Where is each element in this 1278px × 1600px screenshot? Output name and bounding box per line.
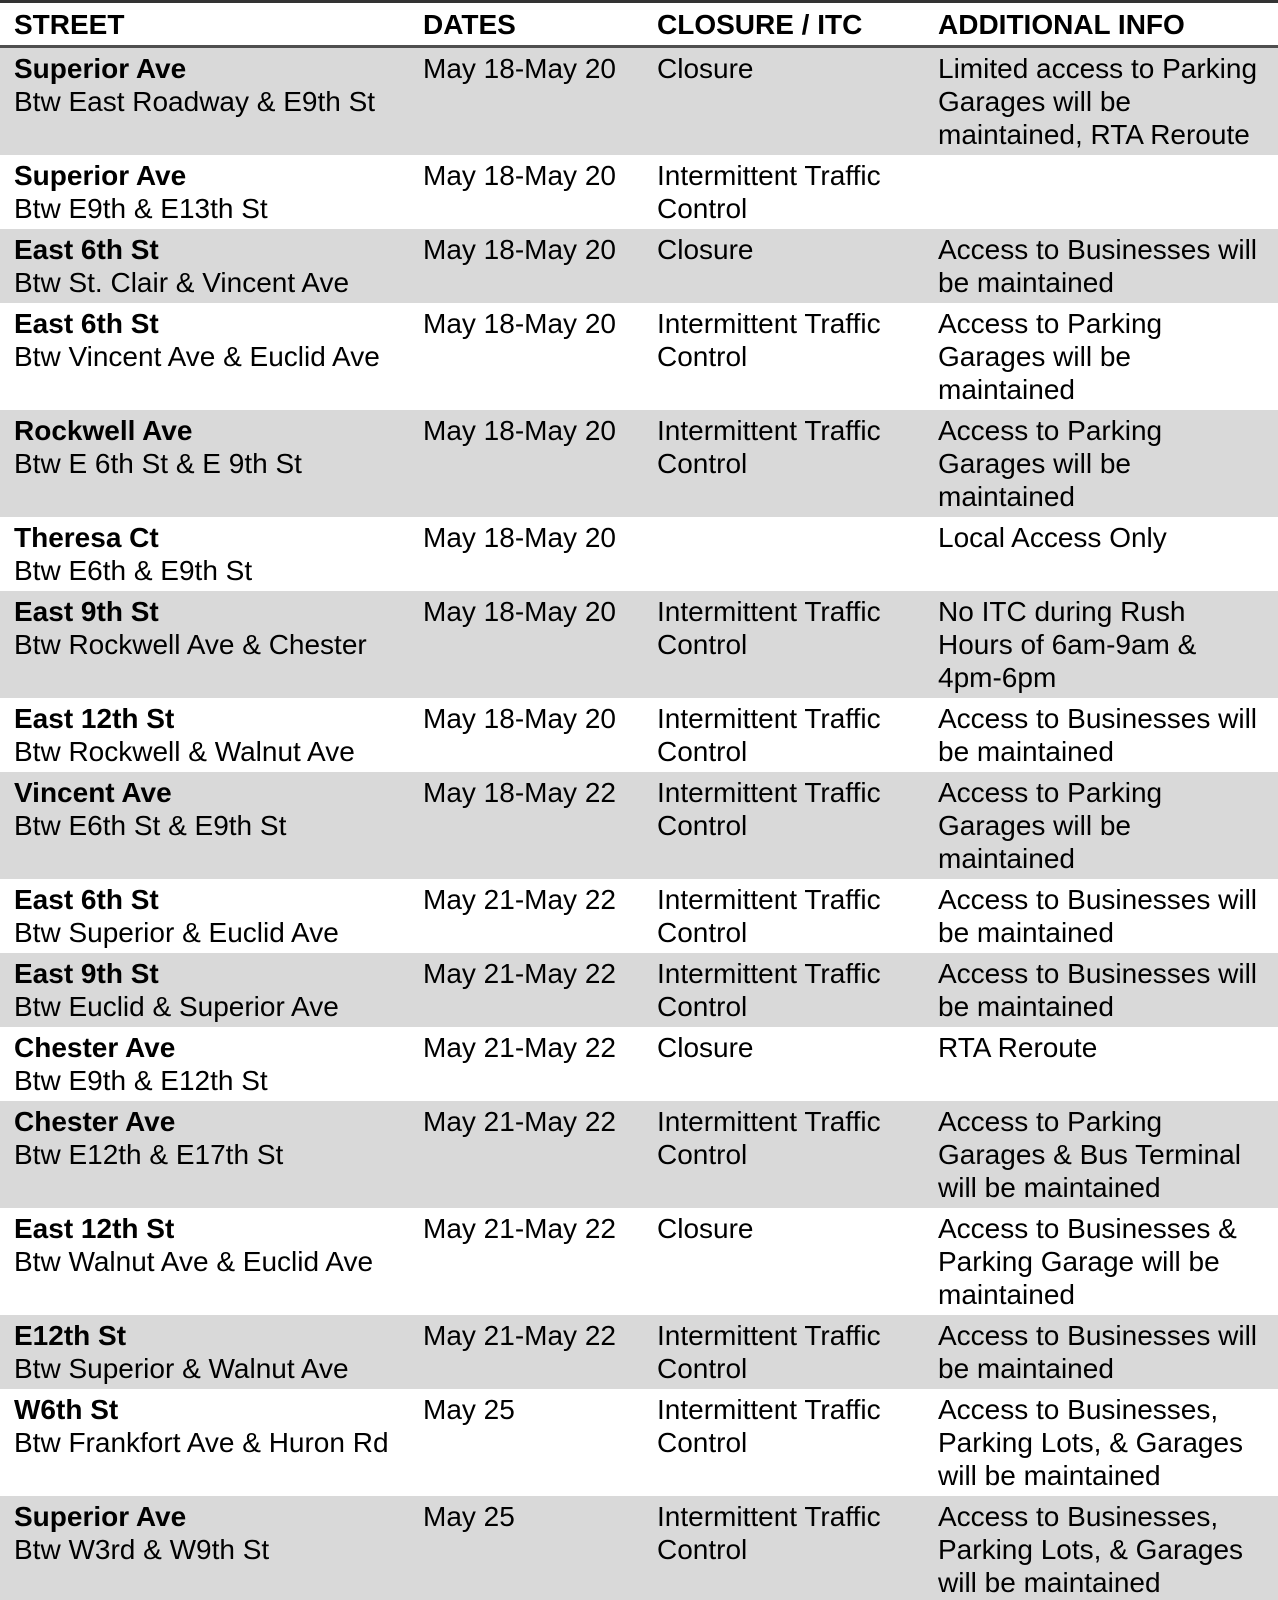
- dates-cell: May 21-May 22: [423, 1106, 616, 1137]
- table-header-row: [0, 2, 1278, 47]
- dates-cell: May 21-May 22: [423, 958, 616, 989]
- street-cell: [0, 591, 415, 698]
- dates-cell: May 18-May 22: [423, 777, 616, 808]
- street-cell: [0, 1496, 415, 1600]
- info-cell: Access to Businesses will be maintained: [938, 234, 1258, 298]
- street-cell: [0, 1027, 415, 1101]
- info-cell: Access to Parking Garages will be maintained: [938, 308, 1163, 405]
- dates-cell: May 18-May 20: [423, 53, 616, 84]
- column-header-dates: DATES: [415, 2, 649, 47]
- street-name: East 9th St: [14, 596, 159, 627]
- street-name: East 6th St: [14, 308, 159, 339]
- table-body: [0, 47, 1278, 1600]
- table-row: [0, 1496, 1278, 1600]
- street-between: Btw E12th & E17th St: [14, 1139, 284, 1170]
- table-row: [0, 303, 1278, 410]
- dates-cell: May 18-May 20: [423, 160, 616, 191]
- street-between: Btw Superior & Euclid Ave: [14, 917, 339, 948]
- street-name: East 6th St: [14, 234, 159, 265]
- info-cell: Limited access to Parking Garages will be maintained, RTA Reroute: [938, 53, 1258, 150]
- info-cell: Access to Businesses will be maintained: [938, 1320, 1258, 1384]
- dates-cell: May 18-May 20: [423, 415, 616, 446]
- info-cell: Access to Businesses, Parking Lots, & Garages will be maintained: [938, 1394, 1244, 1491]
- street-name: Superior Ave: [14, 160, 187, 191]
- table-row: [0, 591, 1278, 698]
- dates-cell: May 25: [423, 1501, 515, 1532]
- street-between: Btw Rockwell & Walnut Ave: [14, 736, 355, 767]
- info-cell: Access to Businesses will be maintained: [938, 958, 1258, 1022]
- street-name: E12th St: [14, 1320, 127, 1351]
- table-row: [0, 1208, 1278, 1315]
- street-name: W6th St: [14, 1394, 119, 1425]
- closure-cell: [649, 517, 930, 591]
- street-between: Btw E9th & E13th St: [14, 193, 268, 224]
- closure-cell: Intermittent Traffic Control: [657, 596, 881, 660]
- dates-cell: May 18-May 20: [423, 234, 616, 265]
- street-cell: [0, 155, 415, 229]
- street-between: Btw E6th St & E9th St: [14, 810, 287, 841]
- info-cell: No ITC during Rush Hours of 6am-9am & 4pm-6pm: [938, 596, 1197, 693]
- street-between: Btw St. Clair & Vincent Ave: [14, 267, 350, 298]
- closure-cell: Intermittent Traffic Control: [657, 308, 881, 372]
- street-between: Btw Superior & Walnut Ave: [14, 1353, 349, 1384]
- street-cell: [0, 303, 415, 410]
- street-cell: [0, 229, 415, 303]
- table-row: [0, 1027, 1278, 1101]
- street-cell: [0, 1208, 415, 1315]
- dates-cell: May 18-May 20: [423, 596, 616, 627]
- street-between: Btw E9th & E12th St: [14, 1065, 268, 1096]
- table-row: [0, 155, 1278, 229]
- street-between: Btw Vincent Ave & Euclid Ave: [14, 341, 380, 372]
- dates-cell: May 18-May 20: [423, 308, 616, 339]
- closure-cell: Intermittent Traffic Control: [657, 1501, 881, 1565]
- dates-cell: May 21-May 22: [423, 884, 616, 915]
- dates-cell: May 18-May 20: [423, 703, 616, 734]
- info-cell: Access to Businesses will be maintained: [938, 884, 1258, 948]
- dates-cell: May 21-May 22: [423, 1320, 616, 1351]
- street-cell: [0, 1101, 415, 1208]
- closure-cell: Closure: [657, 234, 754, 265]
- table-row: [0, 1101, 1278, 1208]
- street-cell: [0, 517, 415, 591]
- table-row: [0, 879, 1278, 953]
- info-cell: [930, 155, 1278, 229]
- closure-cell: Intermittent Traffic Control: [657, 777, 881, 841]
- street-between: Btw Euclid & Superior Ave: [14, 991, 339, 1022]
- table-row: [0, 772, 1278, 879]
- column-header-closure: CLOSURE / ITC: [649, 2, 930, 47]
- info-cell: Access to Parking Garages will be maintained: [938, 415, 1163, 512]
- street-between: Btw Rockwell Ave & Chester: [14, 629, 367, 660]
- column-header-street: STREET: [0, 2, 415, 47]
- street-between: Btw E6th & E9th St: [14, 555, 253, 586]
- table-row: [0, 410, 1278, 517]
- street-between: Btw Walnut Ave & Euclid Ave: [14, 1246, 374, 1277]
- street-name: Vincent Ave: [14, 777, 172, 808]
- street-cell: [0, 879, 415, 953]
- closure-cell: Intermittent Traffic Control: [657, 1394, 881, 1458]
- street-between: Btw Frankfort Ave & Huron Rd: [14, 1427, 389, 1458]
- closure-cell: Closure: [657, 1032, 754, 1063]
- closure-cell: Intermittent Traffic Control: [657, 415, 881, 479]
- street-cell: [0, 410, 415, 517]
- street-cell: [0, 1315, 415, 1389]
- table-row: [0, 47, 1278, 156]
- info-cell: Access to Parking Garages will be maintained: [938, 777, 1163, 874]
- street-cell: [0, 698, 415, 772]
- info-cell: Access to Businesses, Parking Lots, & Garages will be maintained: [938, 1501, 1244, 1598]
- info-cell: Access to Businesses will be maintained: [938, 703, 1258, 767]
- dates-cell: May 18-May 20: [423, 522, 616, 553]
- dates-cell: May 25: [423, 1394, 515, 1425]
- column-header-additional-info: ADDITIONAL INFO: [930, 2, 1278, 47]
- street-name: East 6th St: [14, 884, 159, 915]
- street-name: Chester Ave: [14, 1032, 176, 1063]
- table-row: [0, 229, 1278, 303]
- dates-cell: May 21-May 22: [423, 1213, 616, 1244]
- street-cell: [0, 1389, 415, 1496]
- closure-cell: Intermittent Traffic Control: [657, 958, 881, 1022]
- closure-cell: Closure: [657, 53, 754, 84]
- closure-cell: Intermittent Traffic Control: [657, 1320, 881, 1384]
- closure-cell: Intermittent Traffic Control: [657, 160, 881, 224]
- street-name: East 12th St: [14, 1213, 175, 1244]
- closure-cell: Intermittent Traffic Control: [657, 1106, 881, 1170]
- info-cell: Access to Businesses & Parking Garage will be maintained: [938, 1213, 1237, 1310]
- closure-cell: Intermittent Traffic Control: [657, 703, 881, 767]
- street-name: Superior Ave: [14, 53, 187, 84]
- table-row: [0, 953, 1278, 1027]
- street-between: Btw East Roadway & E9th St: [14, 86, 376, 117]
- street-between: Btw E 6th St & E 9th St: [14, 448, 302, 479]
- street-name: Rockwell Ave: [14, 415, 193, 446]
- street-cell: [0, 772, 415, 879]
- closure-cell: Intermittent Traffic Control: [657, 884, 881, 948]
- closure-cell: Closure: [657, 1213, 754, 1244]
- table-row: [0, 517, 1278, 591]
- info-cell: Local Access Only: [938, 522, 1167, 553]
- street-name: Theresa Ct: [14, 522, 159, 553]
- table-row: [0, 1315, 1278, 1389]
- street-between: Btw W3rd & W9th St: [14, 1534, 270, 1565]
- street-name: East 12th St: [14, 703, 175, 734]
- street-name: Superior Ave: [14, 1501, 187, 1532]
- street-name: Chester Ave: [14, 1106, 176, 1137]
- table-row: [0, 698, 1278, 772]
- dates-cell: May 21-May 22: [423, 1032, 616, 1063]
- street-cell: [0, 47, 415, 156]
- table-row: [0, 1389, 1278, 1496]
- street-cell: [0, 953, 415, 1027]
- info-cell: RTA Reroute: [938, 1032, 1098, 1063]
- info-cell: Access to Parking Garages & Bus Terminal will be maintained: [938, 1106, 1241, 1203]
- street-name: East 9th St: [14, 958, 159, 989]
